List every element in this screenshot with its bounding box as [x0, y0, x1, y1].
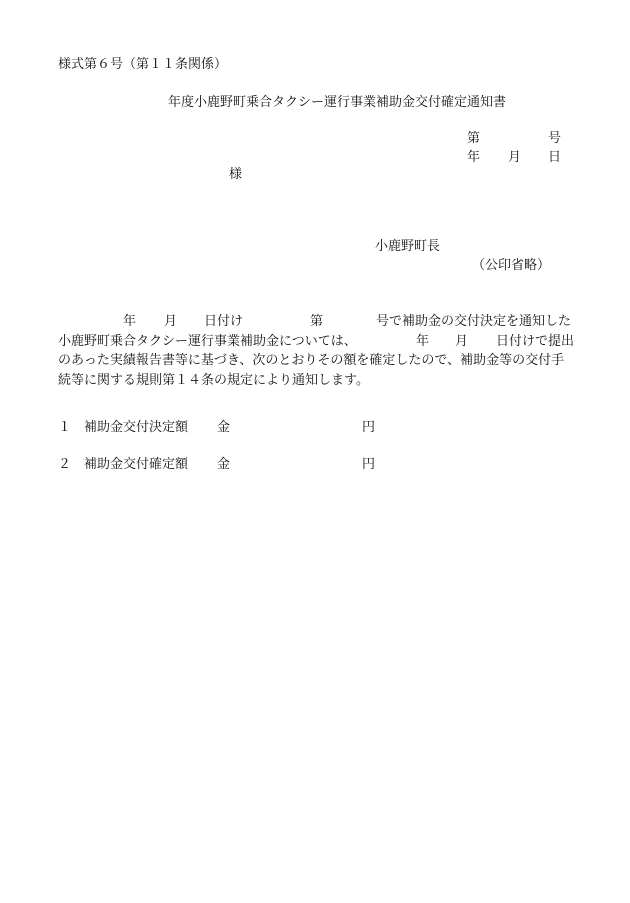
seal-note: （公印省略） [472, 258, 551, 273]
doc-number-suffix: 号 [548, 131, 562, 146]
line1-month: 月 [164, 314, 178, 329]
item-2-number: ２ [58, 457, 72, 472]
item-1-number: １ [58, 420, 72, 435]
doc-date-year: 年 [467, 150, 481, 165]
item-2-label: 補助金交付確定額 [84, 457, 189, 472]
line4-text: 続等に関する規則第１４条の規定により通知します。 [58, 372, 369, 388]
line1-no-prefix: 第 [310, 314, 324, 329]
doc-number-prefix: 第 [467, 131, 481, 146]
line1-year: 年 [123, 314, 137, 329]
body-line-4 [58, 371, 578, 391]
line2-text-b: 日付けで提出 [496, 333, 575, 349]
notice-body [58, 312, 578, 390]
doc-date-day: 日 [548, 150, 562, 165]
document-title: 年度小鹿野町乗合タクシー運行事業補助金交付確定通知書 [168, 95, 507, 110]
addressee-suffix: 様 [229, 167, 243, 182]
item-2-amount-prefix: 金 [217, 457, 231, 472]
line2-text-a: 小鹿野町乗合タクシー運行事業補助金については、 [58, 333, 357, 349]
item-1-amount-prefix: 金 [217, 420, 231, 435]
item-2-currency: 円 [362, 457, 376, 472]
form-label: 様式第６号（第１１条関係） [58, 57, 228, 72]
issuer-name: 小鹿野町長 [375, 239, 441, 254]
body-line-3 [58, 351, 578, 371]
line2-year: 年 [416, 333, 430, 349]
item-1-label: 補助金交付決定額 [84, 420, 189, 435]
line3-text: のあった実績報告書等に基づき、次のとおりその額を確定したので、補助金等の交付手 [58, 353, 565, 368]
body-line-2 [58, 332, 578, 352]
doc-date-month: 月 [508, 150, 522, 165]
line1-no-suffix-text: 号で補助金の交付決定を通知した [376, 314, 572, 329]
line2-month: 月 [455, 333, 469, 349]
line1-date-suffix: 日付け [204, 314, 244, 329]
body-line-1 [58, 312, 578, 332]
item-1-currency: 円 [362, 420, 376, 435]
